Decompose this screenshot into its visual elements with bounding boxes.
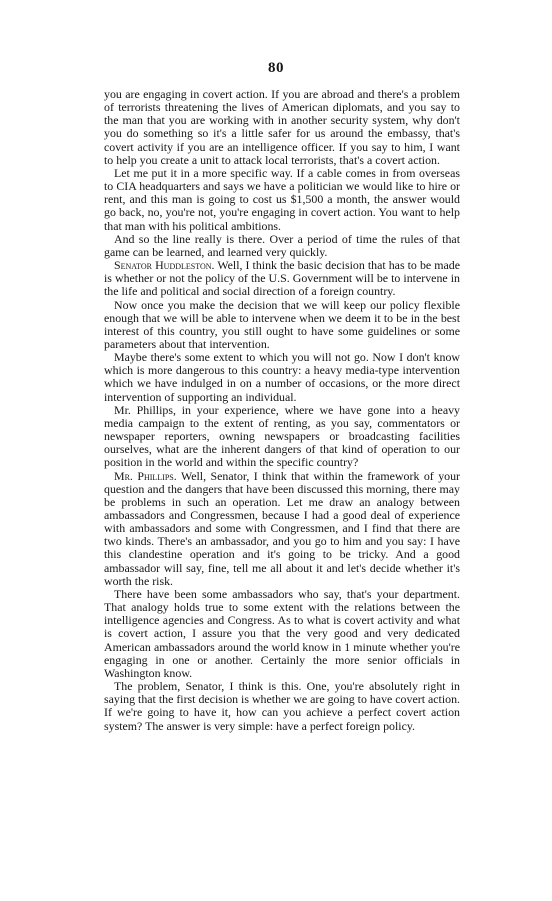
paragraph-text: The problem, Senator, I think is this. One, you're absolutely right in saying that the first decision is whether we are going to have covert action. If we're going to have it, how can you achieve a perfect covert action system? The answer is very simple: have a perfect foreign policy. <box>104 679 460 733</box>
paragraph <box>104 470 460 588</box>
paragraph-text: you are engaging in covert action. If you are abroad and there's a problem of terrorists threatening the lives of American diplomats, and you say to the man that you are working with in another security system, why don't you do something so it's a little safer for us around the embassy, that's covert activity if you are an intelligence officer. If you say to him, I want to help you create a unit to attack local terrorists, that's a covert action. <box>104 87 460 167</box>
paragraph <box>104 233 460 259</box>
speaker-name: Senator Huddleston. <box>114 258 215 273</box>
paragraph-text: And so the line really is there. Over a period of time the rules of that game can be learned, and learned very quickly. <box>104 231 460 259</box>
paragraph-text: Mr. Phillips, in your experience, where we have gone into a heavy media campaign to the extent of renting, as you say, commentators or newspaper reporters, owning newspapers or broadcasting facilities ourselves, what are the inherent dangers of that kind of operation to our position in the world and within the specific country? <box>104 402 460 470</box>
page-number: 80 <box>268 60 284 76</box>
testimony-text <box>104 88 460 733</box>
paragraph <box>104 167 460 233</box>
paragraph-text: Well, Senator, I think that within the framework of your question and the dangers that have been discussed this morning, there may be problems in such an operation. Let me draw an analogy between ambassadors and Congressmen, because I had a good deal of experience with ambassadors and some with Congressmen, and I find that there are two kinds. There's an ambassador, and you go to him and you say: I have this clandestine operation and it's going to be tricky. And a good ambassador will say, fine, tell me all about it and let's decide whether it's worth the risk. <box>104 468 460 588</box>
paragraph-text: Maybe there's some extent to which you will not go. Now I don't know which is more dangerous to this country: a heavy media-type intervention which we have indulged in on a number of occasions, or the more direct intervention of supporting an individual. <box>104 350 460 404</box>
paragraph-text: Let me put it in a more specific way. If a cable comes in from overseas to CIA headquarters and says we have a politician we would like to hire or rent, and this man is going to cost us $1,500 a month, the answer would go back, no, you're not, you're engaging in covert action. You want to help that man with his political ambitions. <box>104 165 460 233</box>
speaker-name: Mr. Phillips. <box>114 468 177 483</box>
paragraph-text: There have been some ambassadors who say, that's your department. That analogy holds true to some extent with the relations between the intelligence agencies and Congress. As to what is covert activity and what is covert action, I assure you that the very good and very dedicated American ambassadors around the world know in 1 minute whether you're engaging in one or another. Certainly the more senior officials in Washington know. <box>104 586 460 680</box>
paragraph-text: Now once you make the decision that we will keep our policy flexible enough that we will be able to intervene when we deem it to be in the best interest of this country, you still ought to have some guidelines or some parameters about that intervention. <box>104 297 460 351</box>
paragraph <box>104 404 460 470</box>
paragraph <box>104 588 460 680</box>
paragraph <box>104 88 460 167</box>
paragraph <box>104 299 460 352</box>
paragraph <box>104 259 460 298</box>
paragraph <box>104 351 460 404</box>
paragraph <box>104 680 460 733</box>
paragraph-text: Well, I think the basic decision that has to be made is whether or not the policy of the U.S. Government will be to intervene in the life and political and social direction of a foreign country. <box>104 258 460 299</box>
